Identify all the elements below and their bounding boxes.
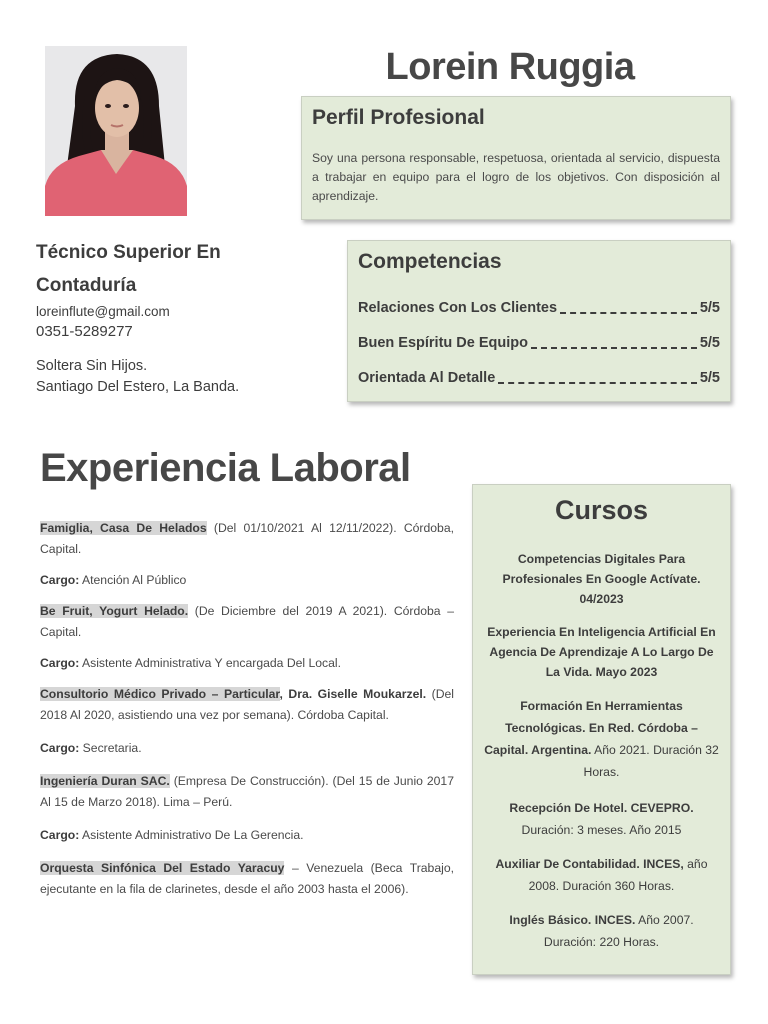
competencia-item	[358, 290, 720, 325]
cargo-label: Cargo:	[40, 828, 80, 842]
company-extra: , Dra. Giselle Moukarzel.	[279, 687, 427, 701]
profile-title: Perfil Profesional	[312, 106, 485, 129]
profile-box	[301, 96, 731, 220]
job-details: (Del 01/10/2021 Al 12/11/2022). Córdoba, Capital.	[40, 521, 454, 556]
cargo-line	[40, 825, 454, 846]
competencias-list	[358, 290, 720, 395]
curso-title: Formación En Herramientas Tecnológicas. En Red. Córdoba – Capital. Argentina.	[484, 699, 698, 757]
company-name: Be Fruit, Yogurt Helado.	[40, 604, 189, 618]
phone-text: 0351-5289277	[36, 323, 133, 340]
cargo-line	[40, 738, 454, 759]
curso-date: Mayo 2023	[595, 665, 658, 679]
job-details: – Venezuela (Beca Trabajo, ejecutante en la fila de clarinetes, desde el año 2003 hasta el 2006).	[40, 861, 454, 896]
curso-title: Experiencia En Inteligencia Artificial En Agencia De Aprendizaje A Lo Largo De La Vida.	[487, 625, 716, 679]
competencia-label: Relaciones Con Los Clientes	[358, 299, 558, 316]
cargo-value: Asistente Administrativo De La Gerencia.	[79, 828, 304, 842]
competencias-title: Competencias	[358, 250, 502, 273]
marital-status: Soltera Sin Hijos.	[36, 358, 148, 374]
curso-date: Año 2021. Duración 32 Horas.	[583, 743, 719, 779]
experience-item	[40, 771, 454, 813]
contact-info	[36, 236, 296, 398]
curso-title: Recepción De Hotel. CEVEPRO.	[509, 801, 694, 815]
job-details: (Empresa De Construcción). (Del 15 de Junio 2017 Al 15 de Marzo 2018). Lima – Perú.	[40, 774, 454, 809]
cargo-line	[40, 653, 454, 674]
curso-item	[483, 622, 720, 682]
curso-date: Año 2007. Duración: 220 Horas.	[543, 913, 694, 949]
job-title: Técnico Superior En Contaduría	[36, 242, 221, 296]
curso-item	[483, 909, 720, 953]
cargo-label: Cargo:	[40, 573, 80, 587]
competencia-label: Buen Espíritu De Equipo	[358, 334, 528, 351]
cargo-line	[40, 570, 454, 591]
curso-item	[483, 695, 720, 783]
experience-item	[40, 601, 454, 643]
curso-item	[483, 853, 720, 897]
cargo-value: Asistente Administrativa Y encargada Del Local.	[79, 656, 342, 670]
experience-list	[40, 518, 454, 900]
experience-title: Experiencia Laboral	[40, 446, 411, 490]
competencias-box	[347, 240, 731, 402]
profile-text: Soy una persona responsable, respetuosa, orientada al servicio, dispuesta a trabajar en equipo para el logro de los objetivos. Con disposición al aprendizaje.	[312, 151, 720, 203]
personal-status	[36, 356, 296, 398]
curso-item	[483, 549, 720, 609]
company-name: Orquesta Sinfónica Del Estado Yaracuy	[40, 861, 285, 875]
curso-title: Auxiliar De Contabilidad. INCES,	[495, 857, 684, 871]
person-portrait-icon	[45, 46, 187, 216]
cursos-title: Cursos	[554, 495, 649, 525]
curso-item	[483, 797, 720, 841]
curso-date: Duración: 3 meses. Año 2015	[521, 823, 682, 837]
competencia-label: Orientada Al Detalle	[358, 369, 496, 386]
curso-date: 04/2023	[579, 592, 624, 606]
curso-title: Competencias Digitales Para Profesionales En Google Actívate.	[502, 552, 701, 586]
company-name: Ingeniería Duran SAC.	[40, 774, 170, 788]
cursos-box	[472, 484, 731, 975]
competencia-item	[358, 360, 720, 395]
competencia-item	[358, 325, 720, 360]
job-details: (Del 2018 Al 2020, asistiendo una vez por semana). Córdoba Capital.	[40, 687, 455, 722]
competencia-score: 5/5	[699, 334, 720, 351]
leader-dashes	[531, 347, 697, 349]
cargo-label: Cargo:	[40, 741, 80, 755]
person-name: Lorein Ruggia	[385, 46, 635, 88]
leader-dashes	[560, 312, 697, 314]
profile-photo	[45, 46, 187, 216]
job-details: (De Diciembre del 2019 A 2021). Córdoba – Capital.	[40, 604, 454, 639]
company-name: Consultorio Médico Privado – Particular	[40, 687, 280, 701]
curso-title: Inglés Básico. INCES.	[509, 913, 636, 927]
experience-item	[40, 518, 454, 560]
company-name: Famiglia, Casa De Helados	[40, 521, 207, 535]
location: Santiago Del Estero, La Banda.	[36, 379, 240, 395]
experience-item	[40, 684, 454, 726]
cargo-value: Atención Al Público	[79, 573, 187, 587]
email-text: loreinflute@gmail.com	[36, 304, 170, 319]
curso-date: año 2008. Duración 360 Horas.	[528, 857, 708, 893]
experience-item	[40, 858, 454, 900]
competencia-score: 5/5	[699, 369, 720, 386]
competencia-score: 5/5	[699, 299, 720, 316]
cargo-value: Secretaria.	[79, 741, 142, 755]
cargo-label: Cargo:	[40, 656, 80, 670]
leader-dashes	[498, 382, 697, 384]
